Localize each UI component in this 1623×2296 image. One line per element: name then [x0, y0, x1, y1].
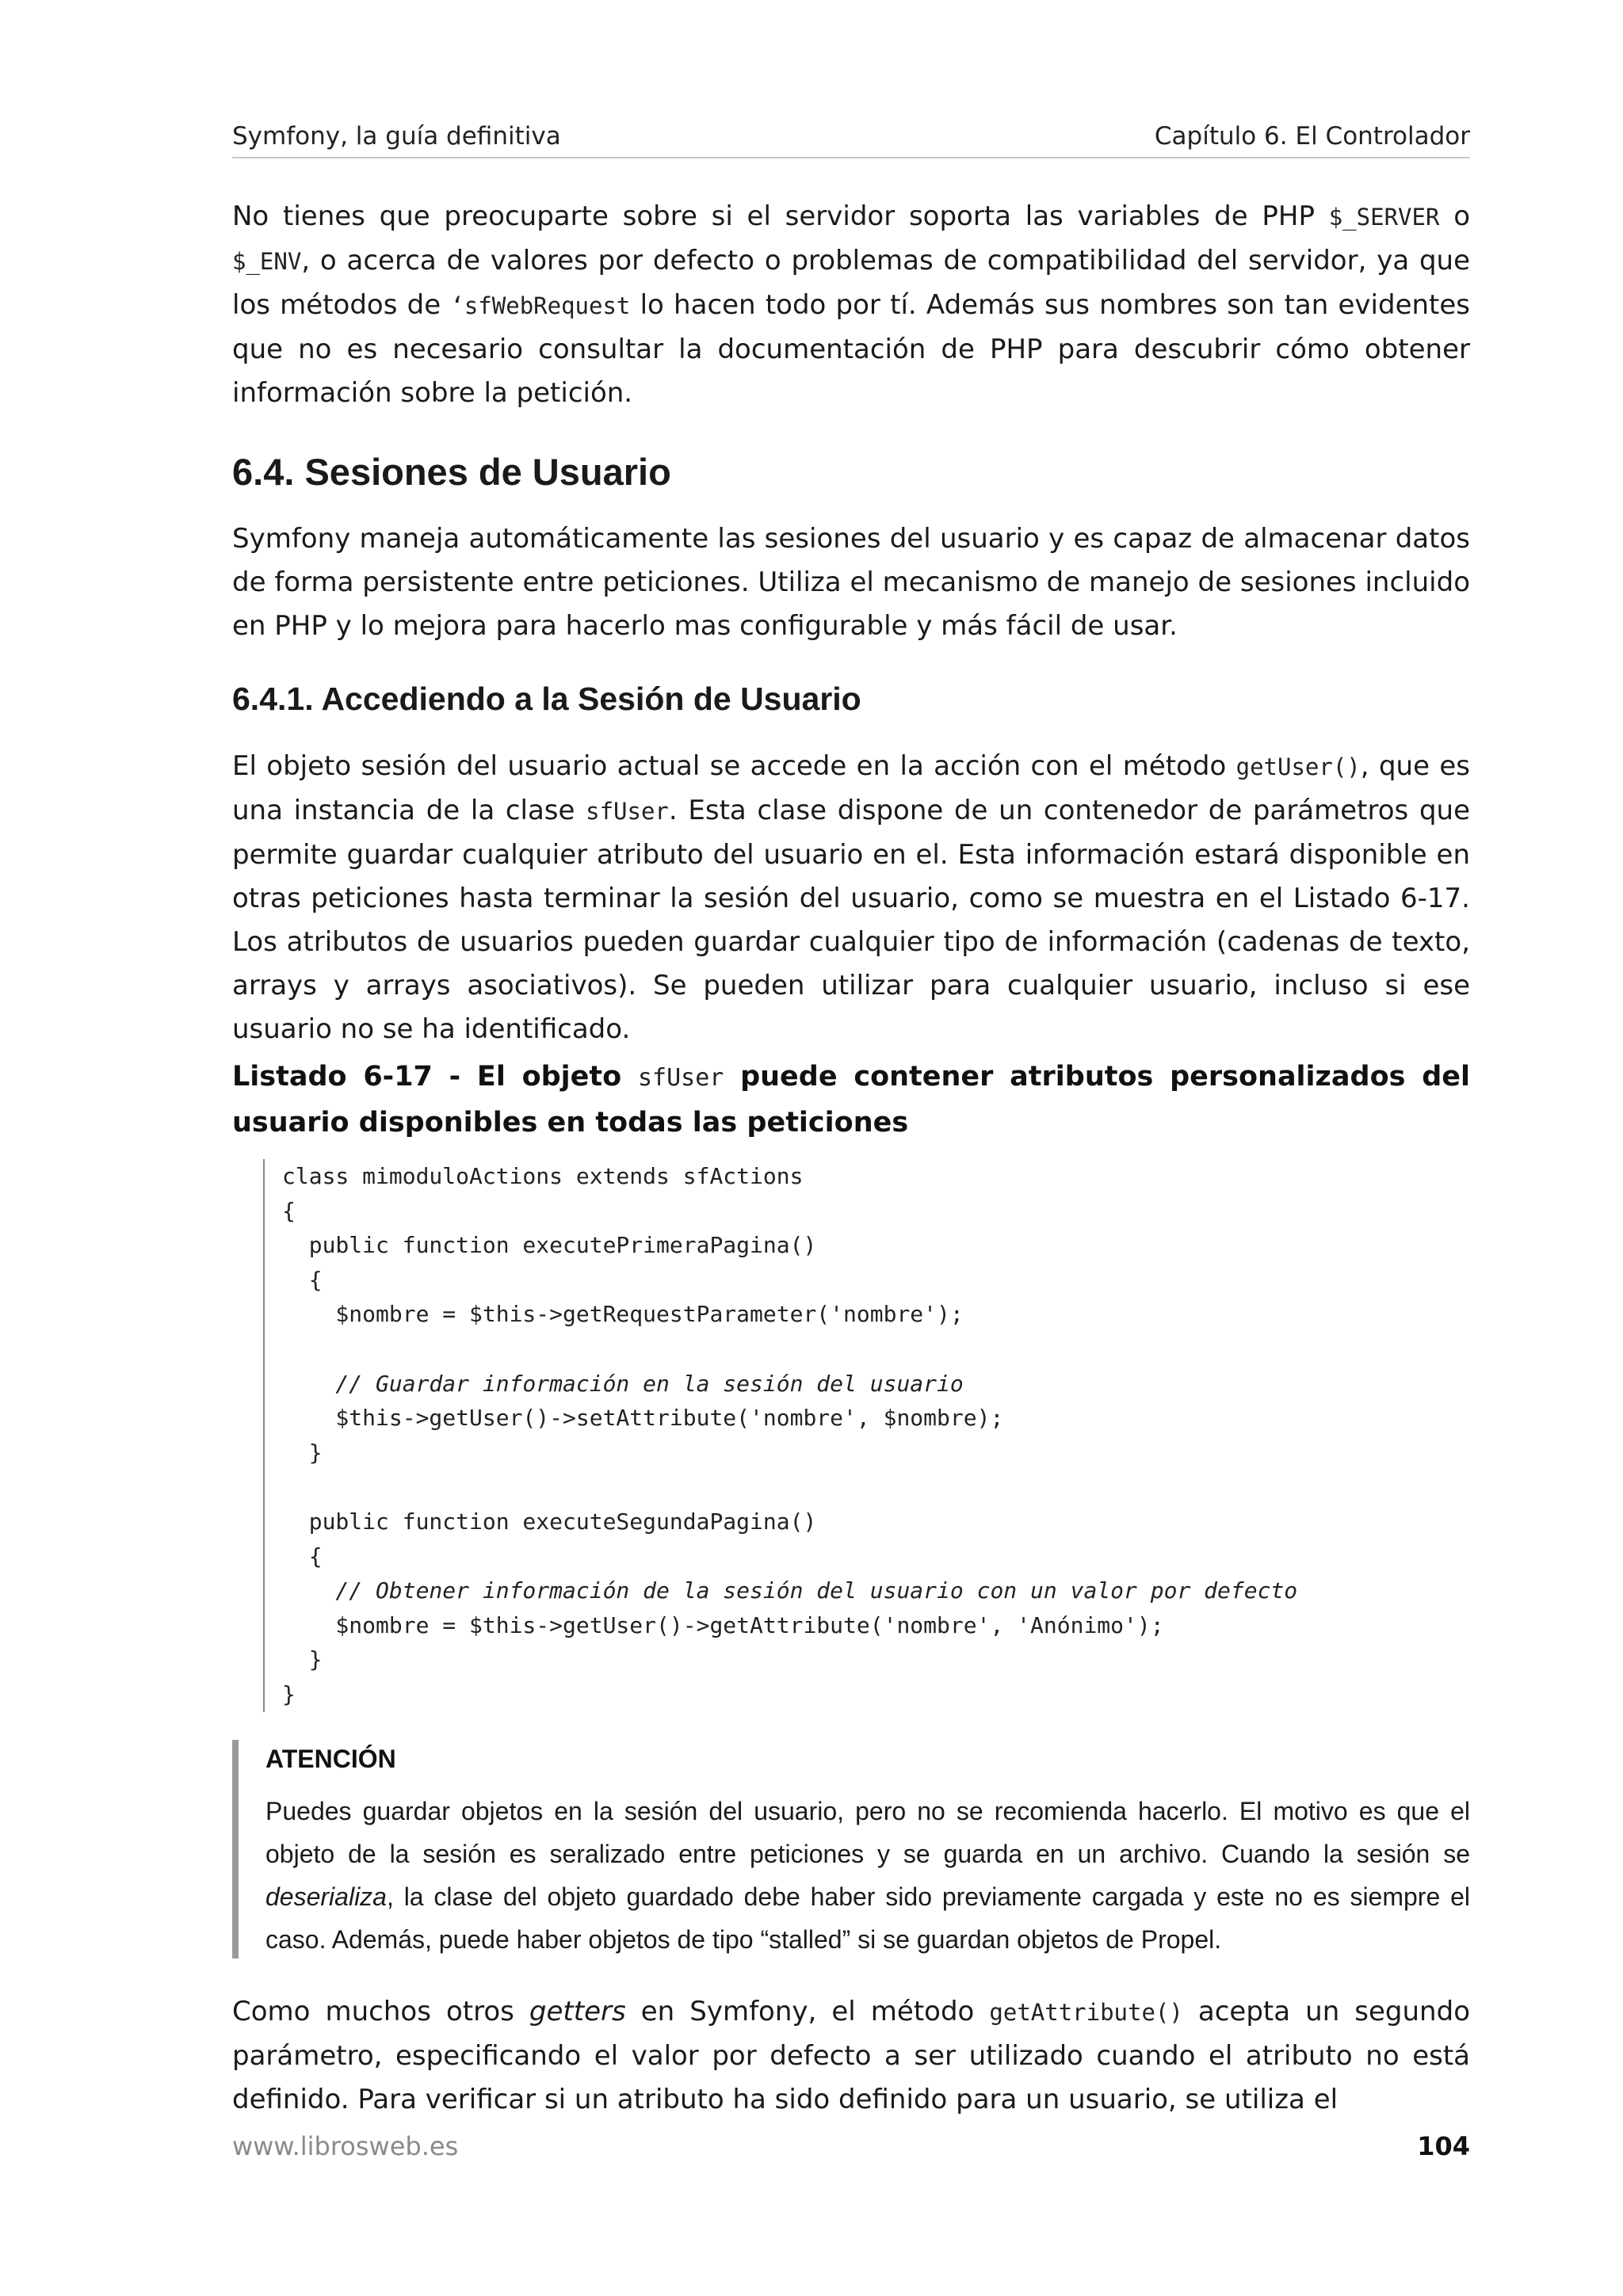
listing-caption: Listado 6-17 - El objeto sfUser puede contener atributos personalizados del usuario disponibles en todas las peticiones — [232, 1061, 1471, 1138]
code-line: class mimoduloActions extends sfActions — [282, 1163, 804, 1189]
subsection-paragraph: El objeto sesión del usuario actual se accede en la acción con el método getUser(), que es una instancia de la clase sfUser. Esta clase dispone de un contenedor de parámetros que permite guardar cualquier atributo del usuario en el. Esta información estará disponible en otras peticiones hasta terminar la sesión del usuario, como se muestra en el Listado 6-17. Los atributos de usuarios pueden guardar cualquier tipo de información (cadenas de texto, arrays y arrays asociativos). Se pueden utilizar para cualquier usuario, incluso si ese usuario no se ha identificado. — [232, 750, 1470, 1045]
inline-code: $_SERVER — [1328, 204, 1440, 231]
section-paragraph: Symfony maneja automáticamente las sesiones del usuario y es capaz de almacenar datos de forma persistente entre peticiones. Utiliza el mecanismo de manejo de sesiones incluido en PHP y lo mejora para hacerlo mas configurable y más fácil de usar. — [232, 523, 1470, 642]
code-line: { — [282, 1197, 296, 1224]
intro-paragraph-block — [232, 195, 1470, 415]
code-line — [282, 1332, 1471, 1367]
closing-paragraph-block — [232, 1990, 1470, 2122]
emphasis: deserializa — [265, 1882, 387, 1911]
code-line: } — [282, 1680, 296, 1707]
inline-code: getAttribute() — [989, 1999, 1183, 2026]
warning-note — [232, 1740, 1470, 1958]
section-heading: 6.4. Sesiones de Usuario — [232, 451, 671, 493]
note-text: Puedes guardar objetos en la sesión del usuario, pero no se recomienda hacerlo. El motivo es que el objeto de la sesión es seralizado entre peticiones y se guarda en un archivo. Cuando la sesión se deserializa, la clase del objeto guardado debe haber sido previamente cargada y este no es siempre el caso. Además, puede haber objetos de tipo “stalled” si se guardan objetos de Propel. — [265, 1797, 1470, 1954]
chapter-title: Capítulo 6. El Controlador — [1154, 122, 1470, 151]
code-listing — [263, 1159, 1471, 1712]
inline-code: getUser() — [1235, 753, 1361, 780]
code-line: public function executeSegundaPagina() — [282, 1508, 817, 1535]
inline-code: sfUser — [637, 1064, 724, 1092]
footer-website: www.librosweb.es — [232, 2131, 459, 2161]
book-title: Symfony, la guía definitiva — [232, 122, 561, 151]
emphasis: getters — [529, 1996, 626, 2027]
code-line: } — [282, 1646, 323, 1673]
note-title: ATENCIÓN — [265, 1745, 396, 1773]
code-line: // Obtener información de la sesión del usuario con un valor por defecto — [282, 1577, 1298, 1604]
subsection-paragraph-block — [232, 745, 1470, 1051]
subsection-heading-block — [232, 681, 1470, 718]
code-line: { — [282, 1266, 323, 1293]
running-header — [232, 117, 1470, 158]
page-number: 104 — [1417, 2131, 1470, 2161]
section-paragraph-block — [232, 517, 1470, 648]
listing-caption-block — [232, 1055, 1470, 1146]
code-line: } — [282, 1439, 323, 1466]
code-line: // Guardar información en la sesión del usuario — [282, 1370, 964, 1397]
closing-paragraph: Como muchos otros getters en Symfony, el método getAttribute() acepta un segundo parámetro, especificando el valor por defecto a ser utilizado cuando el atributo no está definido. Para verificar si un atributo ha sido definido para un usuario, se utiliza el — [232, 1996, 1470, 2115]
code-line: public function executePrimeraPagina() — [282, 1232, 817, 1259]
subsection-heading: 6.4.1. Accediendo a la Sesión de Usuario — [232, 681, 861, 717]
code-line: { — [282, 1543, 323, 1569]
intro-paragraph: No tienes que preocuparte sobre si el servidor soporta las variables de PHP $_SERVER o $_ENV, o acerca de valores por defecto o problemas de compatibilidad del servidor, ya que los métodos de ‘sfWebRequest lo hacen todo por tí. Además sus nombres son tan evidentes que no es necesario consultar la documentación de PHP para descubrir cómo obtener información sobre la petición. — [232, 200, 1471, 409]
inline-code: sfUser — [586, 798, 669, 825]
code-line: $this->getUser()->setAttribute('nombre', $nombre); — [282, 1405, 1004, 1432]
code-line: $nombre = $this->getRequestParameter('nombre'); — [282, 1301, 964, 1328]
section-heading-block — [232, 450, 1470, 494]
inline-code: $_ENV — [232, 248, 302, 275]
inline-code: ‘sfWebRequest — [450, 292, 631, 319]
code-line — [282, 1470, 1471, 1505]
code-line: $nombre = $this->getUser()->getAttribute('nombre', 'Anónimo'); — [282, 1611, 1164, 1638]
